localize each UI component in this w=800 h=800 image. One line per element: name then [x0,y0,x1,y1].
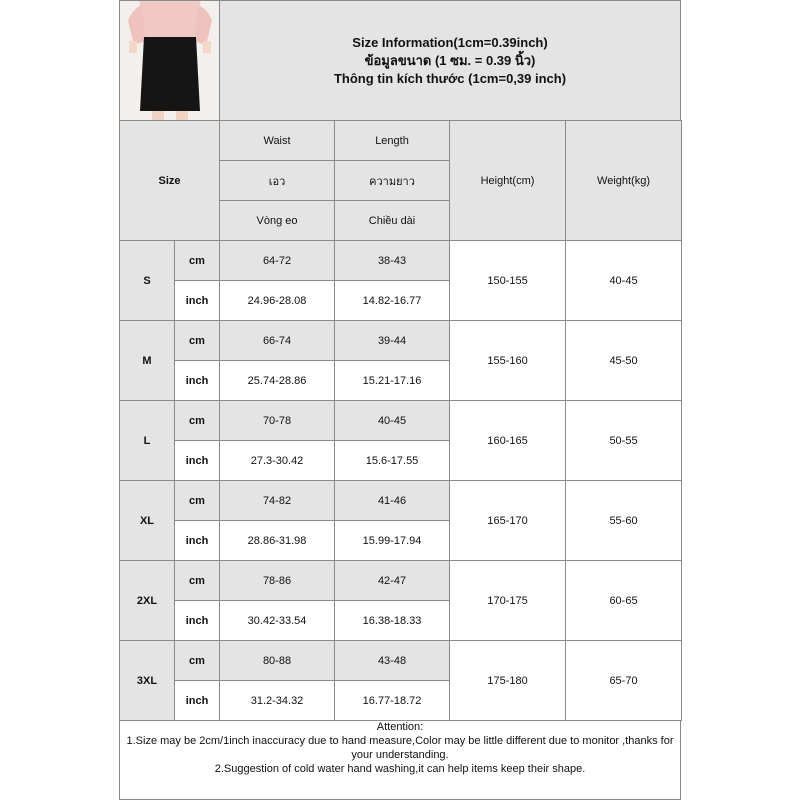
attention-heading: Attention: [376,721,424,733]
table-row [120,241,682,281]
waist-cm: 70-78 [220,401,335,441]
height-value: 150-155 [450,241,566,321]
table-row [120,641,682,681]
length-header-vi: Chiều dài [335,201,450,241]
table-row [120,401,682,441]
waist-inch: 30.42-33.54 [220,601,335,641]
length-cm: 41-46 [335,481,450,521]
unit-inch: inch [175,601,220,641]
waist-inch: 31.2-34.32 [220,681,335,721]
height-value: 165-170 [450,481,566,561]
waist-inch: 25.74-28.86 [220,361,335,401]
height-value: 175-180 [450,641,566,721]
unit-cm: cm [175,321,220,361]
size-label: L [120,401,175,481]
length-header-th: ความยาว [335,161,450,201]
attention-note-1: 1.Size may be 2cm/1inch inaccuracy due to hand measure,Color may be little different due to monitor ,thanks for your understanding. [126,735,674,761]
waist-cm: 66-74 [220,321,335,361]
weight-value: 65-70 [566,641,682,721]
size-header: Size [120,121,220,241]
attention-notes [119,720,681,800]
unit-cm: cm [175,641,220,681]
weight-value: 40-45 [566,241,682,321]
length-inch: 15.21-17.16 [335,361,450,401]
unit-cm: cm [175,401,220,441]
waist-inch: 24.96-28.08 [220,281,335,321]
unit-cm: cm [175,561,220,601]
length-cm: 39-44 [335,321,450,361]
waist-header-th: เอว [220,161,335,201]
length-inch: 16.38-18.33 [335,601,450,641]
waist-cm: 78-86 [220,561,335,601]
size-chart-table [119,120,682,721]
height-value: 170-175 [450,561,566,641]
title-vietnamese: Thông tin kích thước (1cm=0,39 inch) [333,71,567,86]
product-photo [120,1,220,121]
length-cm: 40-45 [335,401,450,441]
length-header-en: Length [335,121,450,161]
weight-value: 60-65 [566,561,682,641]
waist-inch: 28.86-31.98 [220,521,335,561]
unit-inch: inch [175,281,220,321]
waist-header-vi: Vòng eo [220,201,335,241]
length-cm: 38-43 [335,241,450,281]
unit-cm: cm [175,241,220,281]
size-label: XL [120,481,175,561]
size-label: 2XL [120,561,175,641]
title-english: Size Information(1cm=0.39inch) [352,35,548,50]
weight-value: 50-55 [566,401,682,481]
size-label: M [120,321,175,401]
attention-note-2: 2.Suggestion of cold water hand washing,it can help items keep their shape. [214,763,586,775]
length-inch: 16.77-18.72 [335,681,450,721]
skirt-model-image [120,1,220,121]
length-inch: 15.6-17.55 [335,441,450,481]
height-value: 160-165 [450,401,566,481]
length-inch: 14.82-16.77 [335,281,450,321]
size-label: S [120,241,175,321]
waist-cm: 64-72 [220,241,335,281]
table-row [120,481,682,521]
table-row [120,321,682,361]
waist-cm: 80-88 [220,641,335,681]
length-cm: 43-48 [335,641,450,681]
waist-header-en: Waist [220,121,335,161]
waist-cm: 74-82 [220,481,335,521]
unit-inch: inch [175,441,220,481]
height-header: Height(cm) [450,121,566,241]
table-row [120,561,682,601]
unit-cm: cm [175,481,220,521]
height-value: 155-160 [450,321,566,401]
length-inch: 15.99-17.94 [335,521,450,561]
title-thai: ข้อมูลขนาด (1 ซม. = 0.39 นิ้ว) [364,53,536,68]
weight-value: 55-60 [566,481,682,561]
weight-header: Weight(kg) [566,121,682,241]
unit-inch: inch [175,361,220,401]
weight-value: 45-50 [566,321,682,401]
waist-inch: 27.3-30.42 [220,441,335,481]
size-label: 3XL [120,641,175,721]
unit-inch: inch [175,681,220,721]
length-cm: 42-47 [335,561,450,601]
size-information-title [220,1,680,121]
unit-inch: inch [175,521,220,561]
header-row [119,0,681,120]
